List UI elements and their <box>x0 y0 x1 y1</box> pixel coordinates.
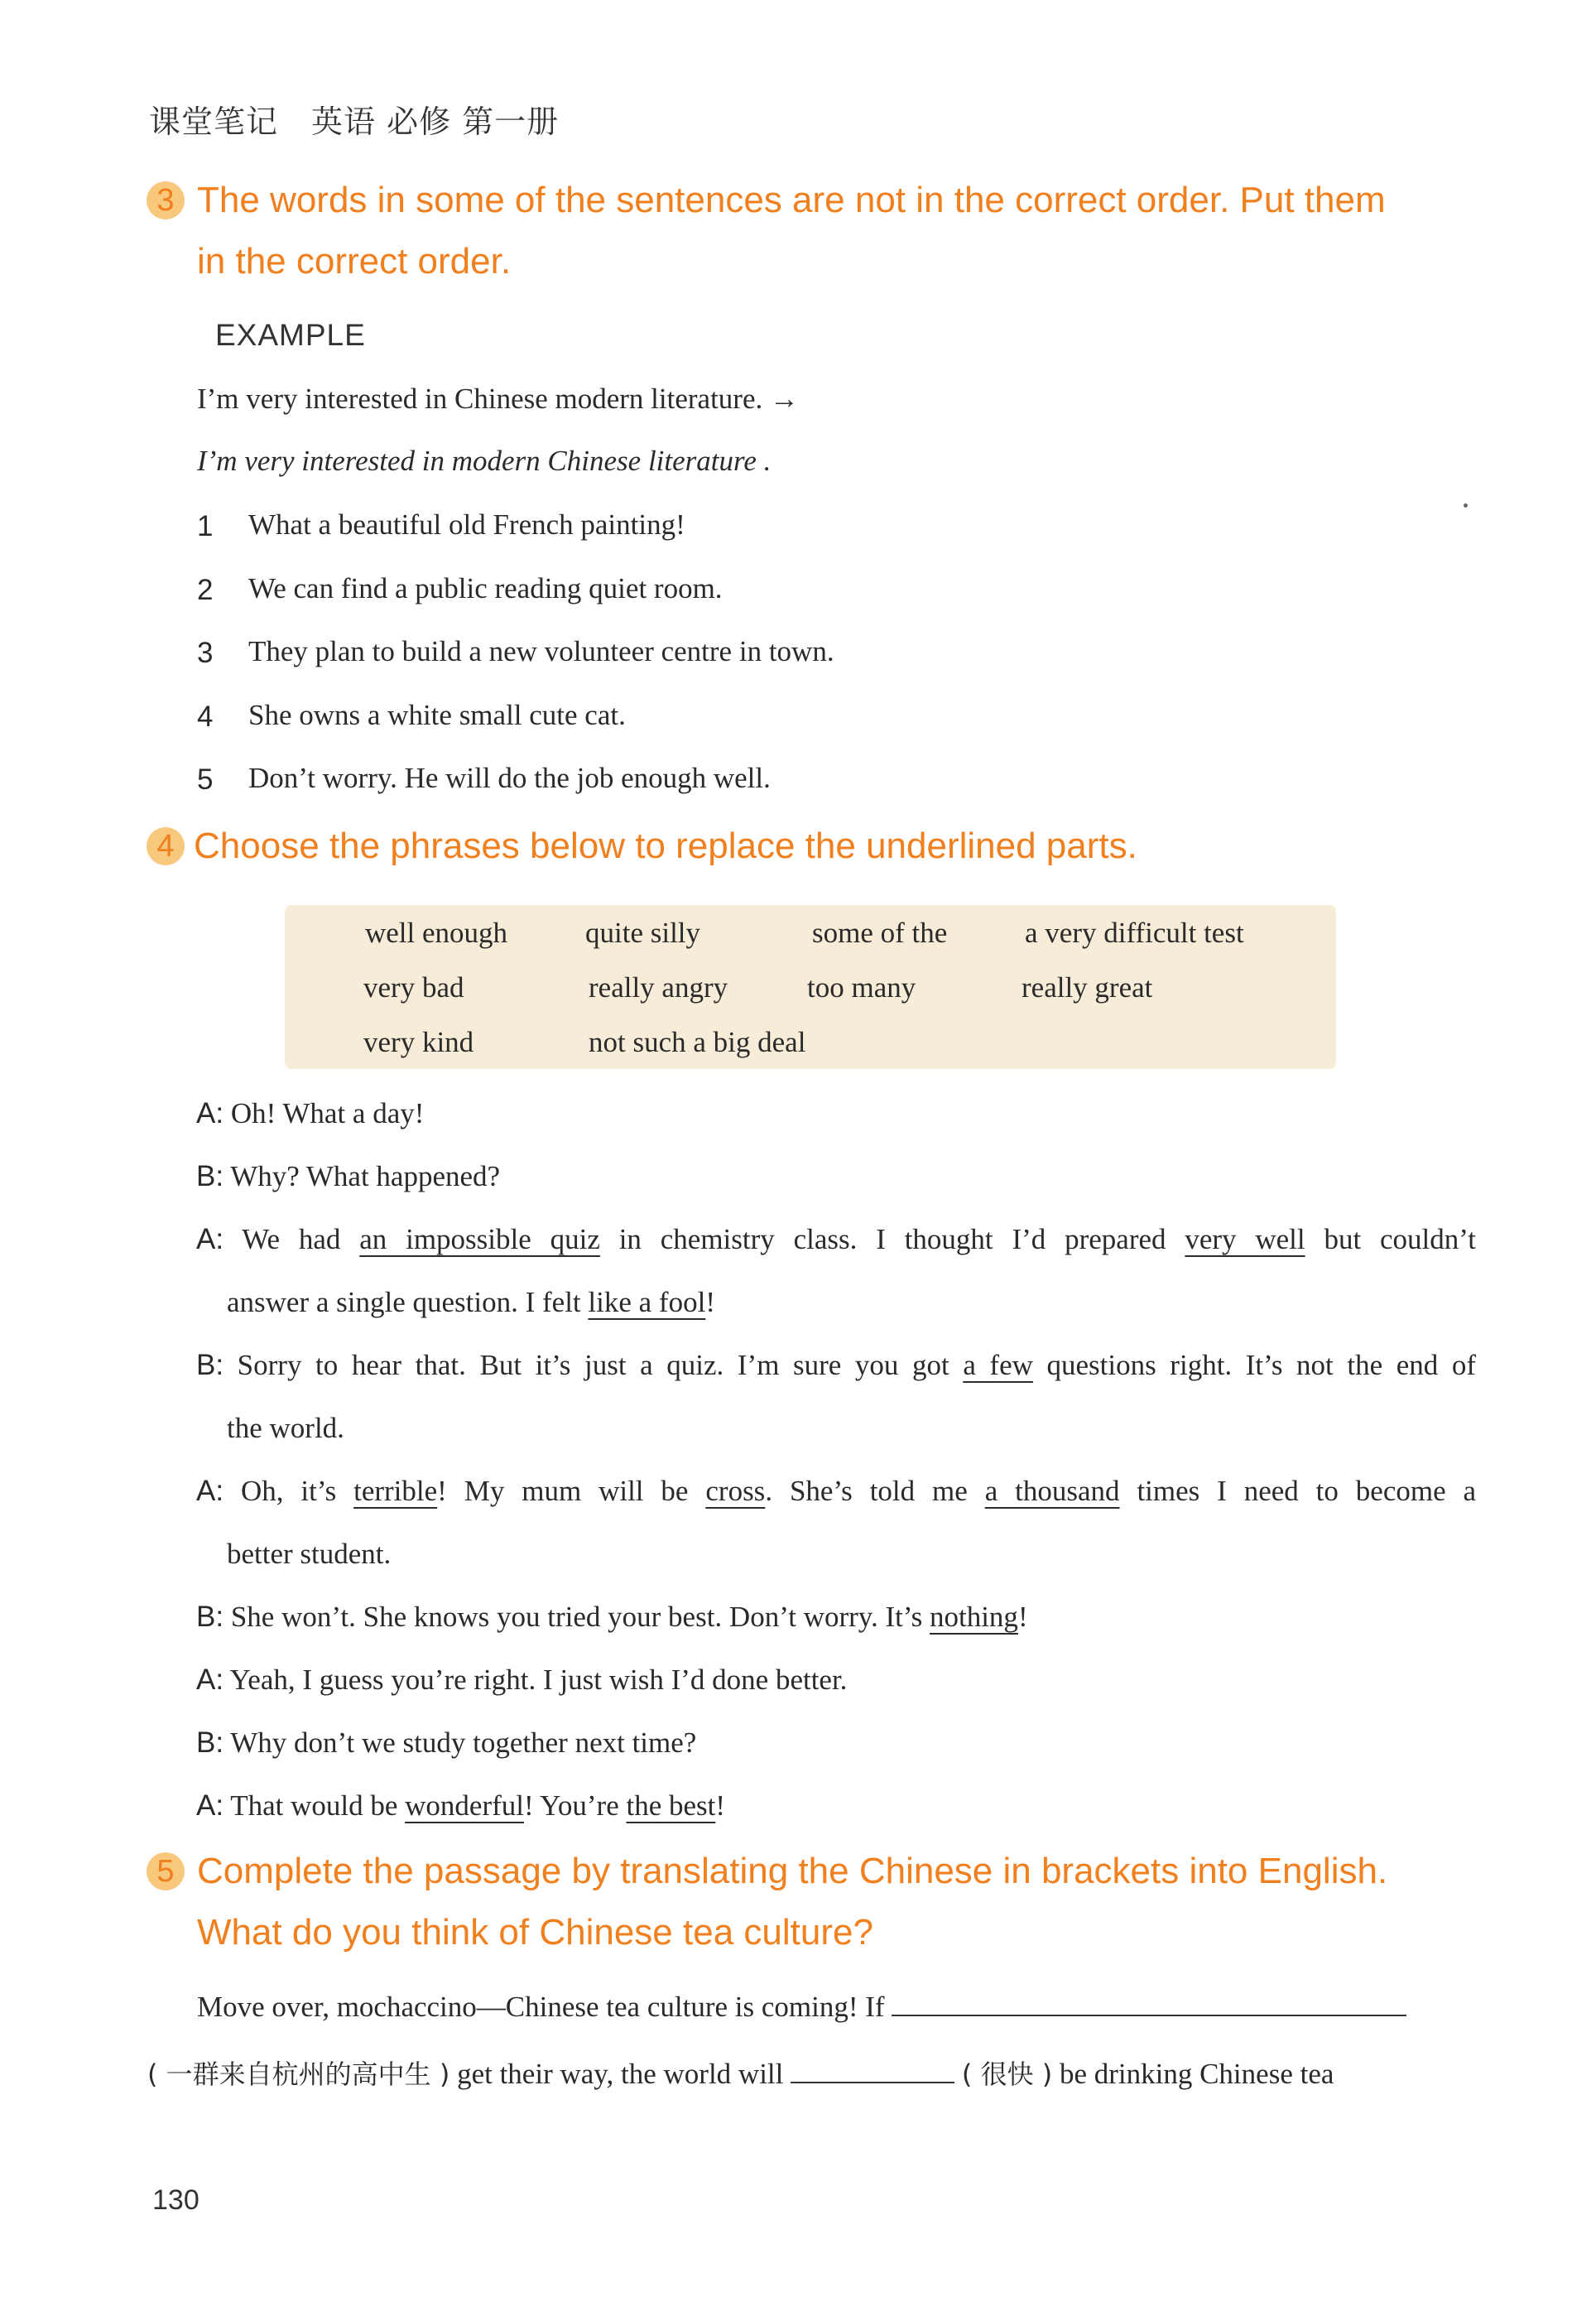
dialogue-line: B: Why? What happened? <box>196 1160 501 1192</box>
item-number: 4 <box>197 701 214 733</box>
phrase: too many <box>807 971 916 1004</box>
section-5-title-line2: What do you think of Chinese tea culture? <box>197 1912 873 1953</box>
example-answer: I’m very interested in modern Chinese literature . <box>197 445 772 477</box>
stray-dot <box>1464 503 1468 508</box>
passage-line-2: ( 一群来自杭州的高中生 ) get their way, the world will ( 很快 ) be drinking Chinese tea <box>147 2058 1334 2090</box>
underlined-part: terrible <box>353 1475 438 1507</box>
underlined-part: a thousand <box>984 1475 1120 1507</box>
underlined-part: nothing <box>929 1601 1018 1633</box>
dialogue-line: A: Oh! What a day! <box>196 1097 425 1129</box>
phrase: really angry <box>589 971 728 1004</box>
section-3-title-line1: The words in some of the sentences are not in the correct order. Put them <box>197 180 1386 220</box>
item-number: 3 <box>197 637 214 669</box>
phrase: not such a big deal <box>589 1026 806 1058</box>
passage-line-1: Move over, mochaccino—Chinese tea culture is coming! If <box>197 1990 1406 2024</box>
section-5-title-line1: Complete the passage by translating the Chinese in brackets into English. <box>197 1851 1388 1891</box>
underlined-part: cross <box>705 1475 766 1507</box>
section-3-title-line2: in the correct order. <box>197 241 512 282</box>
header-book: 课堂笔记 <box>149 104 279 140</box>
dialogue-continuation: the world. <box>227 1412 344 1444</box>
item-text: We can find a public reading quiet room. <box>248 572 723 604</box>
section-5-number: 5 <box>147 1852 185 1890</box>
example-label: EXAMPLE <box>215 318 366 352</box>
answer-blank[interactable] <box>892 1990 1406 2016</box>
running-header <box>149 96 592 142</box>
item-number: 2 <box>197 574 214 606</box>
item-text: What a beautiful old French painting! <box>248 508 685 541</box>
dialogue-continuation: better student. <box>227 1538 392 1570</box>
underlined-part: an impossible quiz <box>359 1223 600 1255</box>
phrase: very bad <box>363 971 464 1004</box>
phrase: very kind <box>363 1026 474 1058</box>
item-number: 1 <box>197 510 214 542</box>
underlined-part: the best <box>626 1789 716 1822</box>
underlined-part: a few <box>963 1349 1033 1381</box>
dialogue-line: A: That would be wonderful! You’re the best! <box>196 1789 726 1822</box>
phrase: a very difficult test <box>1025 917 1244 949</box>
example-sentence: I’m very interested in Chinese modern literature. → <box>197 383 799 415</box>
underlined-part: wonderful <box>405 1789 524 1822</box>
page-number: 130 <box>152 2184 200 2216</box>
item-text: Don’t worry. He will do the job enough well. <box>248 762 771 794</box>
dialogue-line: B: Why don’t we study together next time? <box>196 1726 697 1759</box>
phrase: some of the <box>812 917 948 949</box>
phrase: really great <box>1022 971 1153 1004</box>
underlined-part: like a fool <box>588 1286 706 1318</box>
section-4-title: Choose the phrases below to replace the underlined parts. <box>194 826 1137 866</box>
dialogue-line: B: Sorry to hear that. But it’s just a quiz. I’m sure you got a few questions right. It’s not the end of <box>196 1349 1476 1381</box>
dialogue-line: B: She won’t. She knows you tried your best. Don’t worry. It’s nothing! <box>196 1601 1028 1633</box>
dialogue-continuation: answer a single question. I felt like a fool! <box>227 1286 715 1318</box>
underlined-part: very well <box>1185 1223 1305 1255</box>
dialogue-line: A: Yeah, I guess you’re right. I just wish I’d done better. <box>196 1664 848 1696</box>
answer-blank[interactable] <box>791 2057 954 2083</box>
phrase: quite silly <box>585 917 701 949</box>
section-3-number: 3 <box>147 181 185 219</box>
item-text: She owns a white small cute cat. <box>248 699 626 731</box>
item-text: They plan to build a new volunteer centre in town. <box>248 635 834 667</box>
section-4-number: 4 <box>147 827 185 865</box>
dialogue-line: A: We had an impossible quiz in chemistry class. I thought I’d prepared very well but couldn’t <box>196 1223 1477 1255</box>
phrase: well enough <box>365 917 508 949</box>
dialogue-line: A: Oh, it’s terrible! My mum will be cross. She’s told me a thousand times I need to become a <box>196 1475 1477 1507</box>
item-number: 5 <box>197 763 214 796</box>
header-subject: 英语 必修 第一册 <box>311 104 560 140</box>
